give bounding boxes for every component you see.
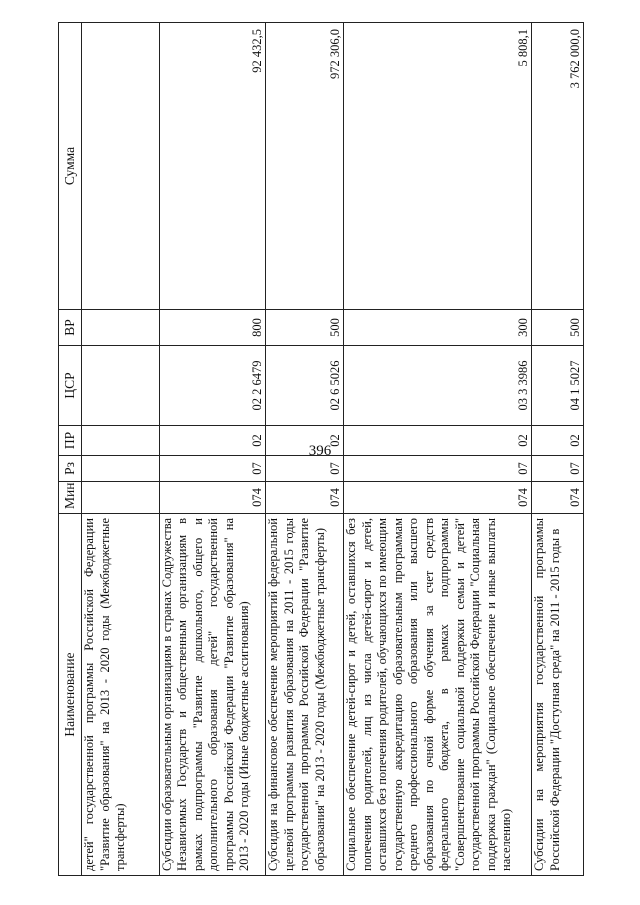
table-header-row (59, 23, 82, 876)
row-name: детей" государственной программы Российской Федерации "Развитие образования" на 2013 - 2020 годы (Межбюджетные трансферты) (82, 514, 160, 876)
rotated-page (58, 23, 584, 876)
table-row (82, 23, 160, 876)
header-pr: ПР (59, 426, 82, 456)
row-vr: 300 (344, 310, 532, 346)
header-min: Мин (59, 482, 82, 514)
row-rz: 07 (344, 456, 532, 482)
table-row (532, 23, 584, 876)
row-min (82, 482, 160, 514)
header-name: Наименование (59, 514, 82, 876)
row-csr: 03 3 3986 (344, 346, 532, 426)
row-csr: 02 6 5026 (266, 346, 344, 426)
row-min: 074 (266, 482, 344, 514)
header-rz: Рз (59, 456, 82, 482)
row-sum: 3 762 000,0 (532, 23, 584, 310)
row-name: Социальное обеспечение детей-сирот и детей, оставшихся без попечения родителей, лиц из числа детей-сирот и детей, оставшихся без попечения родителей, обучающихся по имеющим государственную аккредитацию образовательным программам среднего профессионального образования или высшего образования по очной форме обучения за счет средств федерального бюджета, в рамках подпрограммы "Совершенствование социальной поддержки семьи и детей" государственной программы Российской Федерации "Социальная поддержка граждан" (Социальное обеспечение и иные выплаты населению) (344, 514, 532, 876)
row-pr: 02 (532, 426, 584, 456)
table-row (159, 23, 265, 876)
row-pr (82, 426, 160, 456)
row-csr: 04 1 5027 (532, 346, 584, 426)
row-name: Субсидия на финансовое обеспечение мероприятий федеральной целевой программы развития образования на 2011 - 2015 годы государственной программы Российской Федерации "Развитие образования" на 2013 - 2020 годы (Межбюджетные трансферты) (266, 514, 344, 876)
row-csr: 02 2 6479 (159, 346, 265, 426)
page-number: 396 (308, 443, 332, 459)
row-vr: 800 (159, 310, 265, 346)
row-pr: 02 (266, 426, 344, 456)
row-pr: 02 (159, 426, 265, 456)
row-sum: 972 306,0 (266, 23, 344, 310)
row-sum: 5 808,1 (344, 23, 532, 310)
row-rz: 07 (159, 456, 265, 482)
row-min: 074 (344, 482, 532, 514)
table-row (344, 23, 532, 876)
row-sum (82, 23, 160, 310)
row-name: Субсидии образовательным организациям в странах Содружества Независимых Государств и общественным организациям в рамках подпрограммы "Развитие дошкольного, общего и дополнительного образования детей" государственной программы Российской Федерации "Развитие образования" на 2013 - 2020 годы (Иные бюджетные ассигнования) (159, 514, 265, 876)
budget-table (58, 22, 584, 876)
row-rz: 07 (532, 456, 584, 482)
row-vr: 500 (266, 310, 344, 346)
row-name: Субсидии на мероприятия государственной программы Российской Федерации "Доступная среда" на 2011 - 2015 годы в (532, 514, 584, 876)
header-sum: Сумма (59, 23, 82, 310)
row-rz (82, 456, 160, 482)
header-csr: ЦСР (59, 346, 82, 426)
row-pr: 02 (344, 426, 532, 456)
row-min: 074 (159, 482, 265, 514)
header-vr: ВР (59, 310, 82, 346)
row-sum: 92 432,5 (159, 23, 265, 310)
row-vr: 500 (532, 310, 584, 346)
row-vr (82, 310, 160, 346)
row-rz: 07 (266, 456, 344, 482)
row-csr (82, 346, 160, 426)
row-min: 074 (532, 482, 584, 514)
table-row (266, 23, 344, 876)
